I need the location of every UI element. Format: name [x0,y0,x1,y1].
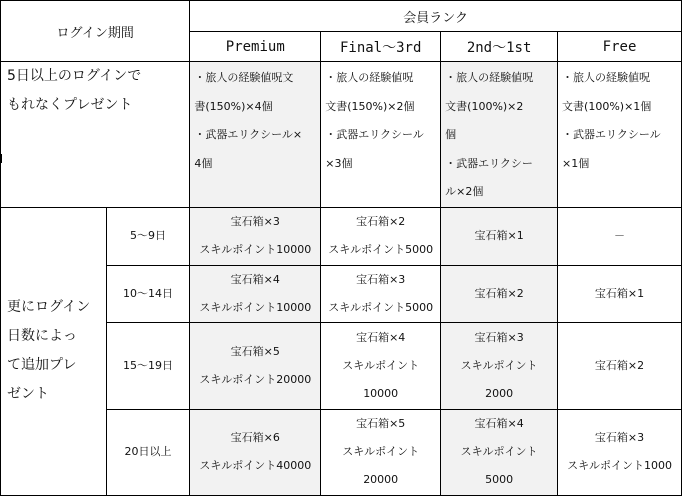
cell-line: 4個 [194,156,213,170]
cell-line: スキルポイント20000 [199,372,312,386]
cell-line: ・旅人の経験値呪 [445,71,534,84]
period-10-14: 10～14日 [106,265,190,322]
cell-line: 文書(150%)×2個 [325,99,415,113]
cell-line: スキルポイント1000 [567,459,672,472]
cell-line: スキルポイント [342,445,420,458]
reward-cell [321,409,441,495]
cell-line: ル×2個 [445,185,484,198]
cell-line: 個 [445,128,457,141]
cell-line: 文書(100%)×1個 [562,99,652,113]
reward-cell [441,409,558,495]
section2-label-line: て追加プレ [7,357,77,373]
cell-line: スキルポイント5000 [328,243,434,256]
cell-line: 宝石箱×3 [474,330,524,344]
section1-free-cell [558,62,682,208]
section1-label [1,62,190,208]
rank-final-3rd-header: Final～3rd [321,32,441,62]
cell-line: 書(150%)×4個 [194,99,273,113]
section1-label-line: 5日以上のログインで [7,68,142,84]
period-5-9: 5～9日 [106,207,190,265]
cell-line: スキルポイント40000 [199,459,312,472]
cell-line: － [614,229,626,242]
cell-line: スキルポイント5000 [328,300,434,314]
rank-free-header: Free [558,32,682,62]
cell-line: 宝石箱×3 [230,215,280,228]
rank-2nd-1st-header: 2nd～1st [441,32,558,62]
cell-line: スキルポイント [342,358,420,372]
cell-line: ×1個 [562,156,590,170]
cell-line: ・武器エリクシー [445,156,533,170]
cell-line: ・旅人の経験値呪文 [194,71,294,84]
reward-cell [558,409,682,495]
cell-line: ・武器エリクシール× [194,128,303,141]
section1-final-3rd-cell [321,62,441,208]
cell-line: ・武器エリクシール [562,128,661,141]
reward-cell [190,409,321,495]
edge-mark [0,154,2,163]
reward-cell [441,322,558,409]
cell-line: 宝石箱×3 [356,272,406,286]
cell-line: 宝石箱×1 [594,286,645,300]
section2-label-line: ゼント [7,386,49,402]
cell-line: 宝石箱×4 [356,330,406,344]
cell-line: 宝石箱×1 [474,229,524,242]
cell-line: スキルポイント [460,358,538,372]
cell-line: 10000 [363,386,399,400]
cell-line: 宝石箱×2 [594,358,645,372]
section1-2nd-1st-cell [441,62,558,208]
cell-line: ×3個 [325,156,353,170]
cell-line: 宝石箱×6 [230,431,280,444]
reward-cell [190,322,321,409]
login-period-header: ログイン期間 [1,1,190,62]
cell-line: 宝石箱×5 [356,417,406,430]
section1-label-line: もれなくプレゼント [7,97,133,113]
cell-line: 宝石箱×2 [356,215,406,228]
reward-cell [558,207,682,265]
cell-line: 20000 [363,473,399,486]
cell-line: ・武器エリクシール [325,128,424,141]
cell-line: 宝石箱×3 [594,431,645,444]
cell-line: 2000 [485,386,514,400]
section2-label [1,207,107,495]
period-15-19: 15～19日 [106,322,190,409]
reward-cell [321,207,441,265]
reward-cell [441,265,558,322]
reward-cell [558,322,682,409]
member-rank-header: 会員ランク [190,1,682,32]
period-20-plus: 20日以上 [106,409,190,495]
rank-premium-header: Premium [190,32,321,62]
reward-cell [441,207,558,265]
cell-line: スキルポイント [460,445,538,458]
cell-line: スキルポイント10000 [199,243,312,256]
reward-cell [321,265,441,322]
cell-line: スキルポイント10000 [199,300,312,314]
cell-line: ・旅人の経験値呪 [325,71,414,84]
cell-line: 5000 [485,473,514,486]
reward-cell [558,265,682,322]
section2-label-line: 更にログイン [7,299,91,315]
cell-line: 宝石箱×4 [230,272,280,286]
cell-line: 文書(100%)×2 [445,99,524,113]
section1-premium-cell [190,62,321,208]
cell-line: ・旅人の経験値呪 [562,71,651,84]
cell-line: 宝石箱×2 [474,286,524,300]
reward-cell [190,207,321,265]
reward-cell [190,265,321,322]
section2-label-line: 日数によっ [7,328,77,344]
cell-line: 宝石箱×5 [230,344,280,358]
cell-line: 宝石箱×4 [474,417,524,430]
reward-cell [321,322,441,409]
